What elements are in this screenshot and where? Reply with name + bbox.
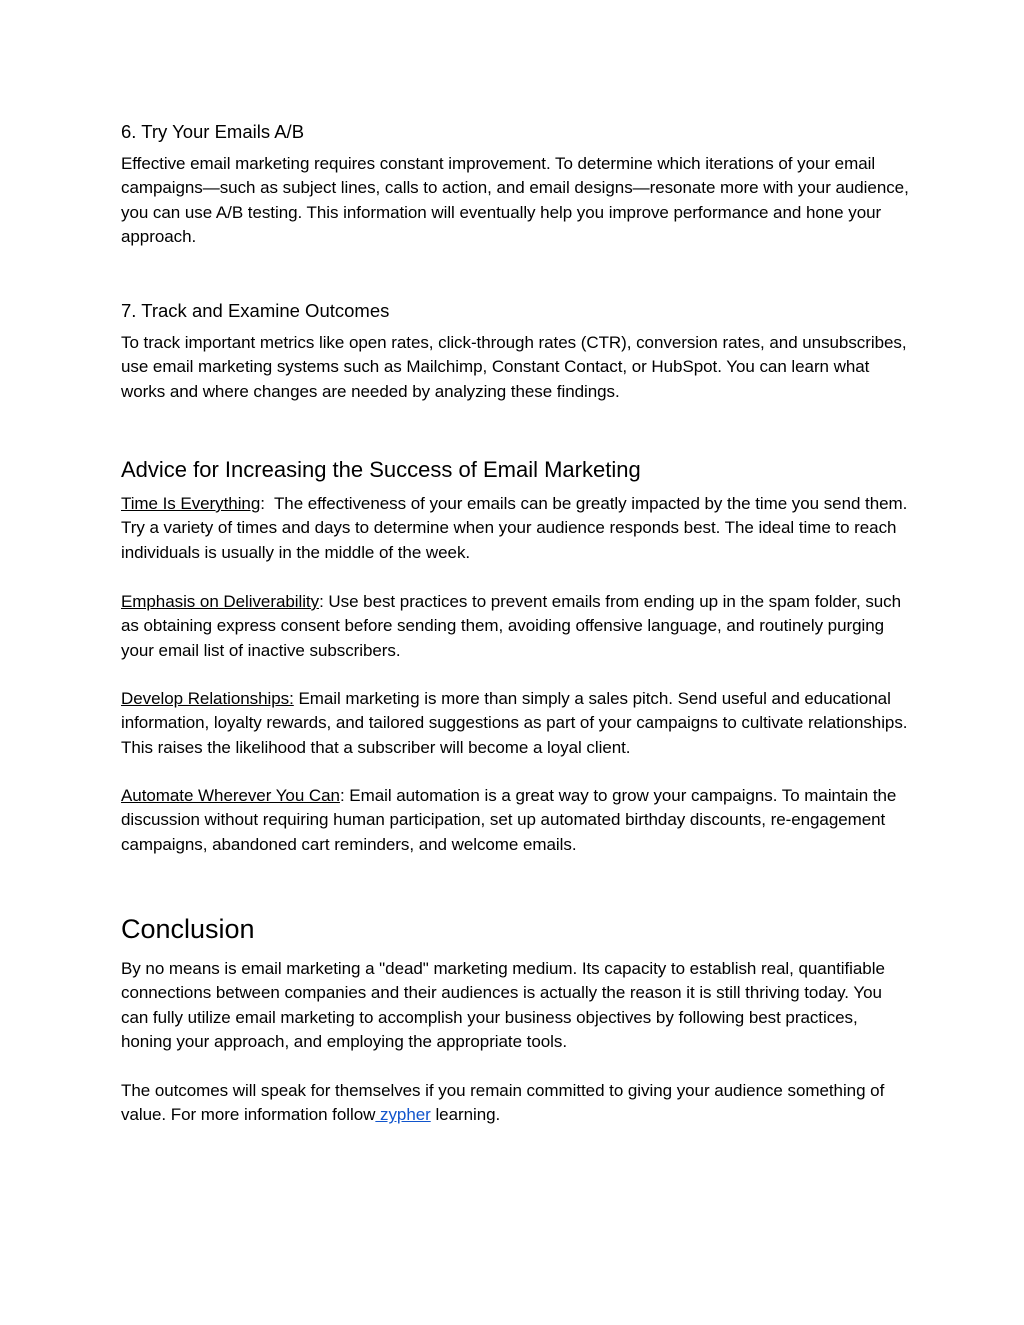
advice-sep: : bbox=[339, 786, 345, 805]
advice-text: The effectiveness of your emails can be greatly impacted by the time you send them. Try a variety of times and days to determine when your audience responds best. The ideal time to reach individuals is usually in the middle of the week. bbox=[121, 494, 912, 562]
conclusion-paragraph bbox=[121, 1079, 911, 1128]
advice-item bbox=[121, 590, 911, 663]
conclusion-paragraph bbox=[121, 957, 911, 1055]
section-heading: Conclusion bbox=[121, 914, 255, 944]
section-heading: Advice for Increasing the Success of Email Marketing bbox=[121, 457, 641, 482]
section-advice bbox=[121, 456, 911, 484]
section-track-outcomes bbox=[121, 299, 911, 404]
section-conclusion bbox=[121, 912, 911, 946]
section-ab-testing bbox=[121, 120, 911, 250]
advice-term: Time Is Everything bbox=[121, 494, 261, 513]
advice-item bbox=[121, 784, 911, 857]
zypher-link[interactable]: zypher bbox=[375, 1105, 431, 1125]
advice-text: Email automation is a great way to grow your campaigns. To maintain the discussion without requiring human participation, set up automated birthday discounts, re-engagement campaigns, abandoned cart reminders, and welcome emails. bbox=[121, 786, 897, 854]
advice-text: Email marketing is more than simply a sales pitch. Send useful and educational information, loyalty rewards, and tailored suggestions as part of your campaigns to cultivate relationships. This raises the likelihood that a subscriber will become a loyal client. bbox=[121, 689, 908, 757]
advice-sep: : bbox=[260, 494, 265, 513]
section-heading: 7. Track and Examine Outcomes bbox=[121, 300, 390, 321]
advice-term: Emphasis on Deliverability bbox=[121, 592, 320, 611]
advice-term: Automate Wherever You Can bbox=[121, 786, 340, 805]
section-body: Effective email marketing requires constant improvement. To determine which iterations of your email campaigns—such as subject lines, calls to action, and email designs—resonate more with your audience, you can use A/B testing. This information will eventually help you improve performance and hone your approach. bbox=[121, 154, 909, 247]
advice-item bbox=[121, 687, 911, 760]
conclusion-text: The outcomes will speak for themselves if you remain committed to giving your audience something of value. For more information follow bbox=[121, 1081, 885, 1125]
conclusion-text: learning. bbox=[430, 1105, 501, 1125]
advice-text: Use best practices to prevent emails from ending up in the spam folder, such as obtaining express consent before sending them, avoiding offensive language, and routinely purging your email list of inactive subscribers. bbox=[121, 592, 902, 660]
section-heading: 6. Try Your Emails A/B bbox=[121, 121, 305, 142]
section-body: To track important metrics like open rates, click-through rates (CTR), conversion rates, and unsubscribes, use email marketing systems such as Mailchimp, Constant Contact, or HubSpot. You can learn what works and where changes are needed by analyzing these findings. bbox=[121, 333, 907, 401]
conclusion-text: By no means is email marketing a "dead" marketing medium. Its capacity to establish real, quantifiable connections between companies and their audiences is actually the reason it is still thriving today. You can fully utilize email marketing to accomplish your business objectives by following best practices, honing your approach, and employing the appropriate tools. bbox=[121, 959, 885, 1052]
advice-term: Develop Relationships: bbox=[121, 689, 294, 708]
advice-item bbox=[121, 492, 911, 565]
advice-sep: : bbox=[319, 592, 324, 611]
